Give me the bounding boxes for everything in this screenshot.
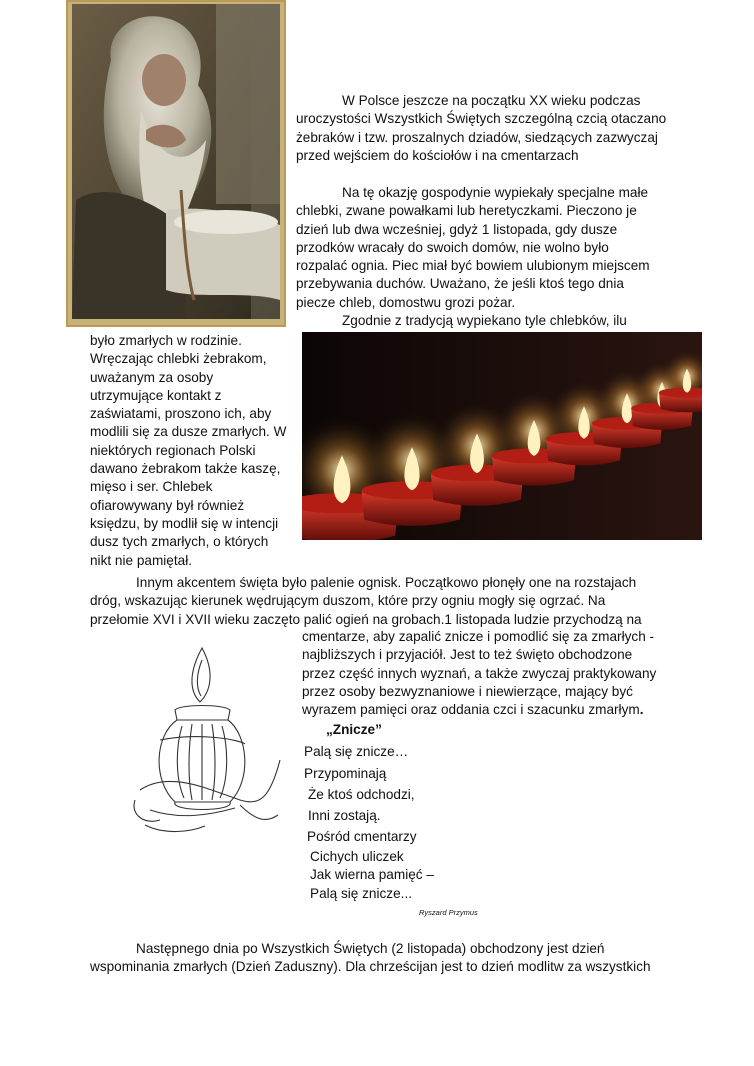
text-line: Innym akcentem święta było palenie ognisk. Początkowo płonęły one na rozstajach	[136, 575, 637, 590]
text-line: przełomie XVI i XVII wieku zaczęto palić ogień na grobach.1 listopada ludzie przychodzą na	[90, 611, 642, 627]
text-line: wspominania zmarłych (Dzień Zaduszny). Dla chrześcijan jest to dzień modlitw za wszystkich	[90, 959, 651, 975]
poem-line: Że ktoś odchodzi,	[308, 787, 415, 802]
period: .	[639, 702, 644, 718]
text-span: wyrazem pamięci oraz oddania czci i szacunku zmarłym	[302, 702, 640, 718]
text-line: chlebki, zwane powałkami lub heretyczkami. Pieczono je	[296, 203, 637, 219]
text-line: przed wejściem do kościołów i na cmentarzach	[296, 147, 579, 163]
text-line: piecze chleb, domostwu grozi pożar.	[296, 294, 516, 310]
text-line: uważanym za osoby	[90, 369, 214, 385]
text-line: księdzu, by modlił się w intencji	[90, 515, 279, 531]
text-line: przez osoby bezwyznaniowe i niewierzące, mający być	[302, 683, 633, 699]
candles-photo	[302, 332, 702, 540]
text-line: uroczystości Wszystkich Świętych szczególną czcią otaczano	[296, 111, 667, 127]
poem-line: Inni zostają.	[308, 808, 381, 823]
text-line: niektórych regionach Polski	[90, 442, 256, 458]
text-line: zaświatami, proszono ich, aby	[90, 406, 272, 422]
text-line: przodków wracały do swoich domów, nie wolno było	[296, 239, 609, 255]
text-line: Zgodnie z tradycją wypiekano tyle chlebków, ilu	[342, 313, 627, 329]
text-line	[302, 701, 656, 719]
poem-line: Palą się znicze...	[310, 886, 412, 901]
old-beggar-painting	[66, 0, 286, 327]
text-line: Wręczając chlebki żebrakom,	[90, 351, 267, 367]
text-line: modlili się za dusze zmarłych. W	[90, 424, 287, 440]
text-line: ofiarowywany był również	[90, 497, 245, 513]
text-line: mięso i ser. Chlebek	[90, 479, 213, 495]
text-line: W Polsce jeszcze na początku XX wieku podczas	[342, 93, 641, 108]
text-line: utrzymujące kontakt z	[90, 387, 222, 403]
text-line: dawano żebrakom także kaszę,	[90, 461, 281, 477]
text-line: najbliższych i przyjaciół. Jest to też święto obchodzone	[302, 647, 633, 663]
text-line: przez część innych wyznań, a także zwyczaj praktykowany	[302, 665, 657, 681]
poem-line: Jak wierna pamięć –	[310, 867, 434, 882]
text-line: nikt nie pamiętał.	[90, 552, 193, 568]
text-line: przebywania duchów. Uważano, że jeśli ktoś tego dnia	[296, 276, 624, 292]
poem-title: „Znicze”	[326, 722, 382, 737]
text-line: żebraków i tzw. proszalnych dziadów, siedzących zazwyczaj	[296, 129, 658, 145]
text-line: dusz tych zmarłych, o których	[90, 534, 269, 550]
text-line: Następnego dnia po Wszystkich Świętych (2 listopada) obchodzony jest dzień	[136, 941, 605, 956]
text-line: było zmarłych w rodzinie.	[90, 333, 242, 348]
poem-line: Pośród cmentarzy	[307, 829, 417, 844]
text-line: Na tę okazję gospodynie wypiekały specjalne małe	[342, 185, 649, 200]
poem-line: Przypominają	[304, 766, 387, 781]
text-line: cmentarze, aby zapalić znicze i pomodlić się za zmarłych -	[302, 629, 655, 644]
text-line: dróg, wskazując kierunek wędrującym duszom, które przy ogniu mogły się ogrzać. Na	[90, 593, 606, 609]
text-line: dzień lub dwa wcześniej, gdyż 1 listopada, gdy dusze	[296, 221, 618, 237]
grave-lantern-drawing	[120, 640, 285, 840]
text-line: rozpalać ognia. Piec miał być bowiem ulubionym miejscem	[296, 258, 650, 274]
poem-line: Palą się znicze…	[304, 744, 409, 759]
poem-author: Ryszard Przymus	[419, 908, 478, 917]
poem-line: Cichych uliczek	[310, 849, 404, 864]
